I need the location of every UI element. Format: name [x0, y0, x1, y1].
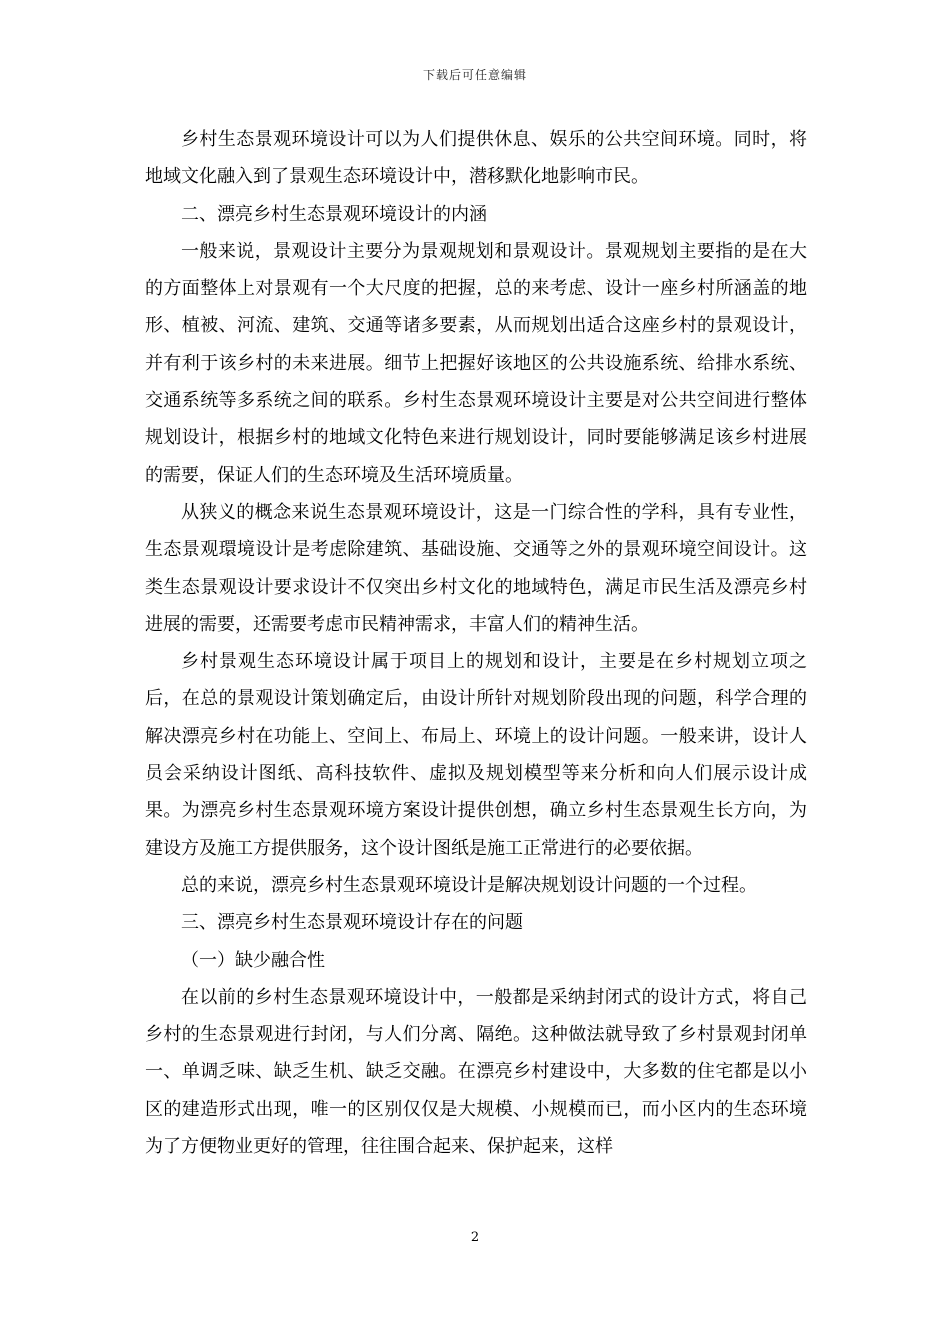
- section-heading: 二、漂亮乡村生态景观环境设计的内涵: [181, 203, 487, 225]
- paragraph: 总的来说，漂亮乡村生态景观环境设计是解决规划设计问题的一个过程。: [181, 874, 757, 896]
- paragraph: 乡村生态景观环境设计可以为人们提供休息、娱乐的公共空间环境。同时，将地域文化融入到了景观生态环境设计中，潜移默化地影响市民。: [145, 129, 807, 188]
- paragraph: 乡村景观生态环境设计属于项目上的规划和设计，主要是在乡村规划立项之后，在总的景观设计策划确定后，由设计所针对规划阶段出现的问题，科学合理的解决漂亮乡村在功能上、空间上、布局上、环境上的设计问题。一般来讲，设计人员会采纳设计图纸、高科技软件、虚拟及规划模型等来分析和向人们展示设计成果。为漂亮乡村生态景观环境方案设计提供创想，确立乡村生态景观生长方向，为建设方及施工方提供服务，这个设计图纸是施工正常进行的必要依据。: [145, 651, 807, 859]
- section-heading: 三、漂亮乡村生态景观环境设计存在的问题: [181, 912, 523, 934]
- subsection-heading: （一）缺少融合性: [181, 949, 325, 971]
- document-body: [145, 121, 807, 1165]
- paragraph: 在以前的乡村生态景观环境设计中，一般都是采纳封闭式的设计方式，将自己乡村的生态景观进行封闭，与人们分离、隔绝。这种做法就导致了乡村景观封闭单一、单调乏味、缺乏生机、缺乏交融。在漂亮乡村建设中，大多数的住宅都是以小区的建造形式出现，唯一的区别仅仅是大规模、小规模而已，而小区内的生态环境为了方便物业更好的管理，往往围合起来、保护起来，这样: [145, 986, 807, 1158]
- paragraph: 从狭义的概念来说生态景观环境设计，这是一门综合性的学科，具有专业性，生态景观環境设计是考虑除建筑、基础设施、交通等之外的景观环境空间设计。这类生态景观设计要求设计不仅突出乡村文化的地域特色，满足市民生活及漂亮乡村进展的需要，还需要考虑市民精神需求，丰富人们的精神生活。: [145, 501, 807, 635]
- page-header: 下载后可任意编辑: [422, 68, 527, 82]
- paragraph: 一般来说，景观设计主要分为景观规划和景观设计。景观规划主要指的是在大的方面整体上对景观有一个大尺度的把握，总的来考虑、设计一座乡村所涵盖的地形、植被、河流、建筑、交通等诸多要素，从而规划出适合这座乡村的景观设计，并有利于该乡村的未来进展。细节上把握好该地区的公共设施系统、给排水系统、交通系统等多系统之间的联系。乡村生态景观环境设计主要是对公共空间进行整体规划设计，根据乡村的地域文化特色来进行规划设计，同时要能够满足该乡村进展的需要，保证人们的生态环境及生活环境质量。: [145, 240, 807, 486]
- page-number: 2: [470, 1230, 480, 1245]
